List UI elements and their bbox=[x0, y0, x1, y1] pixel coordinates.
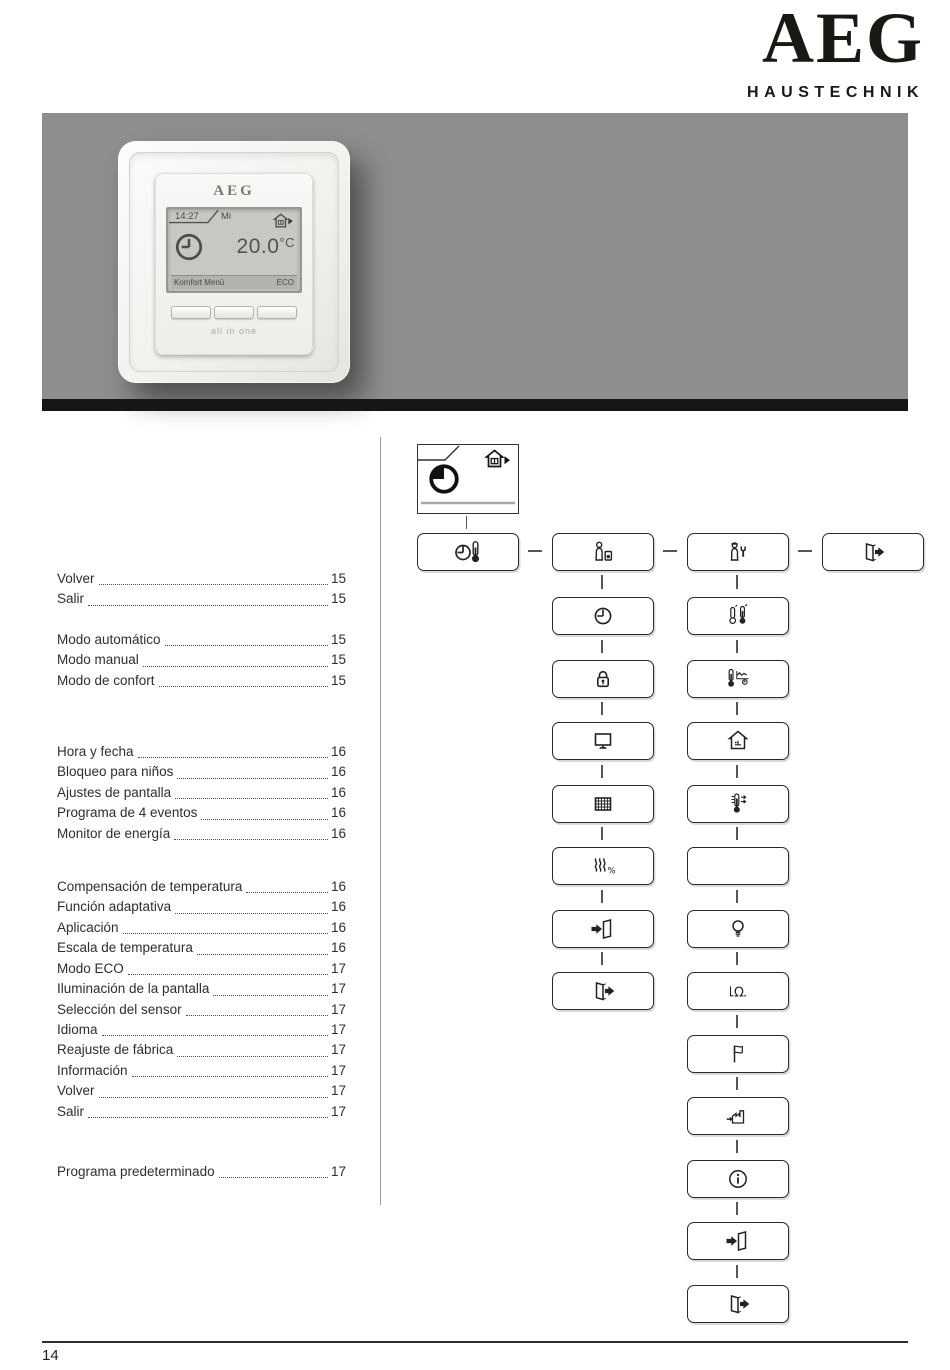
toc-page-number: 15 bbox=[330, 672, 346, 688]
menu-box-two-thermometers bbox=[687, 597, 789, 635]
toc-page-number: 17 bbox=[330, 960, 346, 976]
toc-label: Reajuste de fábrica bbox=[57, 1042, 174, 1058]
door-back-icon bbox=[589, 916, 617, 942]
toc-page-number: 17 bbox=[330, 1062, 346, 1078]
connector-line bbox=[736, 1015, 738, 1028]
toc-label: Aplicación bbox=[57, 919, 119, 935]
user-menu-icon bbox=[590, 539, 616, 565]
connector-line bbox=[601, 702, 603, 715]
toc-label: Modo ECO bbox=[57, 960, 124, 976]
toc-label: Monitor de energía bbox=[57, 825, 171, 841]
toc-page-number: 15 bbox=[330, 631, 346, 647]
toc-label: Compensación de temperatura bbox=[57, 879, 243, 895]
toc-page-number: 17 bbox=[330, 981, 346, 997]
menu-box-eco-blank bbox=[687, 847, 789, 885]
connector-line bbox=[601, 890, 603, 903]
connector-line bbox=[736, 575, 738, 589]
toc-label: Idioma bbox=[57, 1021, 98, 1037]
toc-page-number: 17 bbox=[330, 1001, 346, 1017]
connector-line bbox=[736, 702, 738, 715]
two-thermometers-icon bbox=[725, 603, 751, 629]
menu-box-clock-thermometer bbox=[417, 533, 519, 571]
menu-box-house-floor bbox=[687, 722, 789, 760]
menu-box-exit-door bbox=[822, 533, 924, 571]
menu-box-thermo-arrows bbox=[687, 785, 789, 823]
connector-line bbox=[736, 1077, 738, 1090]
exit-door-icon bbox=[724, 1291, 752, 1317]
toc-label: Salir bbox=[57, 591, 85, 607]
toc-page-number: 16 bbox=[330, 784, 346, 800]
menu-box-display bbox=[552, 722, 654, 760]
flag-icon bbox=[725, 1041, 751, 1067]
connector-line bbox=[601, 765, 603, 778]
calendar-icon bbox=[590, 791, 616, 817]
svg-text:Ω: Ω bbox=[734, 985, 744, 1001]
connector-line bbox=[736, 1140, 738, 1153]
toc-page-number: 15 bbox=[330, 571, 346, 586]
toc-page-number: 16 bbox=[330, 805, 346, 821]
lcd-temperature: $20.0^{^\circ C}$ bbox=[236, 235, 295, 258]
connector-line bbox=[736, 765, 738, 778]
menu-box-thermo-curve bbox=[687, 660, 789, 698]
toc-page-number: 17 bbox=[330, 1083, 346, 1099]
connector-line bbox=[736, 827, 738, 840]
toc-label: Modo de confort bbox=[57, 672, 155, 688]
svg-text:%: % bbox=[607, 866, 616, 877]
toc-label: Información bbox=[57, 1062, 128, 1078]
menu-box-energy-percent bbox=[552, 847, 654, 885]
exit-door-icon bbox=[859, 539, 887, 565]
toc-label: Modo automático bbox=[57, 631, 161, 647]
toc-label: Bloqueo para niños bbox=[57, 764, 174, 780]
thermo-curve-icon bbox=[724, 666, 752, 692]
menu-box-lock bbox=[552, 660, 654, 698]
menu-box-info bbox=[687, 1160, 789, 1198]
toc-label: Volver bbox=[57, 1083, 95, 1099]
toc-label: Función adaptativa bbox=[57, 899, 172, 915]
exit-door-icon bbox=[589, 978, 617, 1004]
door-back-icon bbox=[724, 1228, 752, 1254]
factory-reset-icon bbox=[724, 1103, 752, 1129]
lock-icon bbox=[590, 666, 616, 692]
installer-menu-icon bbox=[725, 539, 751, 565]
menu-box-installer-menu bbox=[687, 533, 789, 571]
menu-box-exit-door bbox=[687, 1285, 789, 1323]
house-arrow-icon bbox=[482, 448, 512, 468]
lcd-day: Mi bbox=[221, 211, 232, 222]
toc-label: Modo manual bbox=[57, 652, 139, 668]
toc-page-number: 15 bbox=[330, 652, 346, 668]
toc-label: Programa de 4 eventos bbox=[57, 805, 198, 821]
connector-line bbox=[601, 575, 603, 589]
menu-box-door-back bbox=[687, 1222, 789, 1260]
page-number: 14 bbox=[42, 1347, 59, 1364]
connector-line bbox=[601, 827, 603, 840]
menu-box-door-back bbox=[552, 910, 654, 948]
connector-line bbox=[736, 1202, 738, 1215]
house-floor-icon bbox=[725, 728, 751, 754]
device-model-label: all in one bbox=[210, 326, 258, 336]
device-brand-label: AEG bbox=[213, 183, 255, 199]
connector-line bbox=[736, 1265, 738, 1278]
toc-label: Ajustes de pantalla bbox=[57, 784, 172, 800]
lcd-time: 14:27 bbox=[175, 211, 199, 222]
toc-page-number: 16 bbox=[330, 899, 346, 915]
toc-page-number: 15 bbox=[330, 591, 346, 607]
haustechnik-wordmark: HAUSTECHNIK bbox=[747, 84, 924, 101]
toc-page-number: 16 bbox=[330, 744, 346, 760]
toc-label: Programa predeterminado bbox=[57, 1163, 215, 1179]
aeg-logo: AEG bbox=[761, 0, 924, 78]
omega-sensor-icon bbox=[725, 978, 751, 1004]
toc-page-number: 16 bbox=[330, 764, 346, 780]
display-icon bbox=[590, 728, 616, 754]
connector-line bbox=[528, 550, 542, 552]
toc-label: Salir bbox=[57, 1103, 85, 1119]
toc-page-number: 17 bbox=[330, 1103, 346, 1119]
toc-page-number: 17 bbox=[330, 1042, 346, 1058]
toc-page-number: 17 bbox=[330, 1163, 346, 1179]
toc-page-number: 16 bbox=[330, 879, 346, 895]
toc-page-number: 17 bbox=[330, 1021, 346, 1037]
toc-page-number: 16 bbox=[330, 825, 346, 841]
menu-box-omega-sensor bbox=[687, 972, 789, 1010]
connector-line bbox=[601, 640, 603, 653]
toc-page-number: 16 bbox=[330, 940, 346, 956]
connector-line bbox=[466, 516, 468, 529]
menu-box-clock bbox=[552, 597, 654, 635]
connector-line bbox=[663, 550, 677, 552]
energy-percent-icon bbox=[589, 853, 617, 879]
thermo-arrows-icon bbox=[725, 791, 751, 817]
connector-line bbox=[736, 640, 738, 653]
connector-line bbox=[736, 952, 738, 965]
bulb-icon bbox=[725, 916, 751, 942]
lcd-softkey-right: ECO bbox=[276, 278, 294, 287]
toc-page-number: 16 bbox=[330, 919, 346, 935]
toc-label: Selección del sensor bbox=[57, 1001, 182, 1017]
clock-thermometer-icon bbox=[453, 539, 483, 565]
menu-box-flag bbox=[687, 1035, 789, 1073]
display-mock bbox=[417, 444, 519, 514]
info-icon bbox=[725, 1166, 751, 1192]
clock-icon bbox=[590, 603, 616, 629]
toc-label: Iluminación de la pantalla bbox=[57, 981, 210, 997]
connector-line bbox=[798, 550, 812, 552]
menu-box-calendar bbox=[552, 785, 654, 823]
clock-pie-icon bbox=[427, 462, 461, 496]
connector-line bbox=[601, 952, 603, 965]
menu-box-user-menu bbox=[552, 533, 654, 571]
toc-label: Volver bbox=[57, 571, 95, 586]
toc-label: Escala de temperatura bbox=[57, 940, 193, 956]
toc-label: Hora y fecha bbox=[57, 744, 134, 760]
menu-box-bulb bbox=[687, 910, 789, 948]
connector-line bbox=[736, 890, 738, 903]
lcd-softkey-left: Komfort Menü bbox=[174, 278, 225, 287]
menu-box-exit-door bbox=[552, 972, 654, 1010]
menu-box-factory-reset bbox=[687, 1097, 789, 1135]
footer-rule bbox=[42, 1341, 908, 1343]
